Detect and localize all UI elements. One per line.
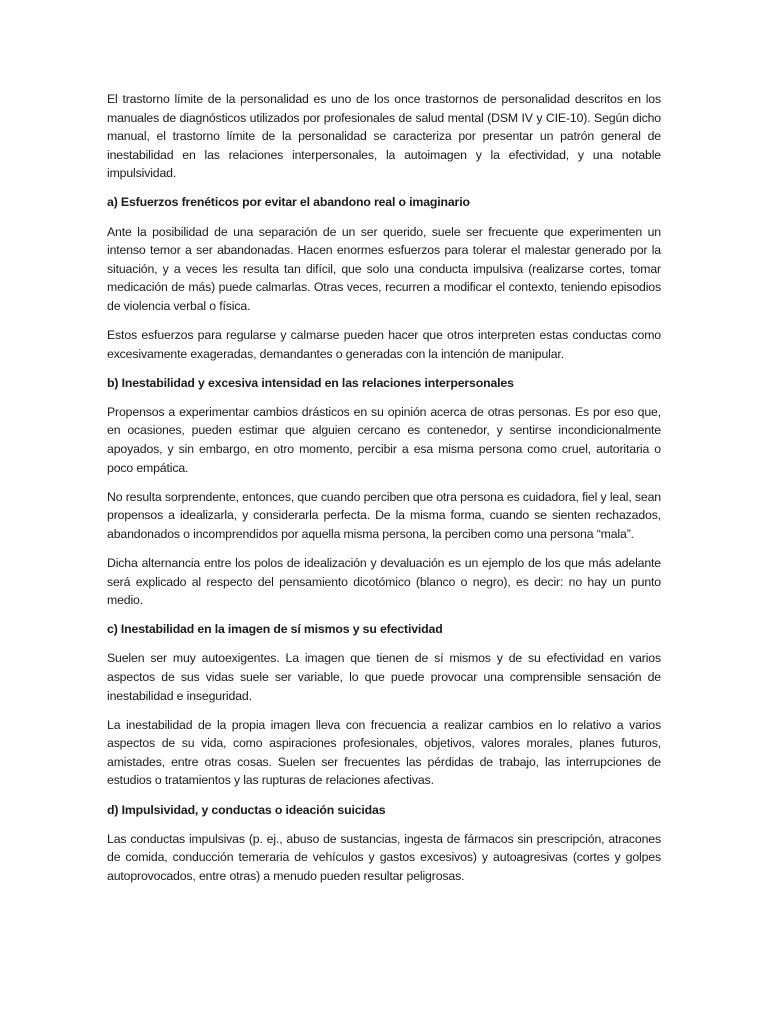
section-b-paragraph-2: No resulta sorprendente, entonces, que cuando perciben que otra persona es cuidadora, fiel y leal, sean propensos a idealizarla, y considerarla perfecta. De la misma forma, cuando se sienten rechazados, abandonados o incomprendidos por aquella misma persona, la perciben como una persona “mala”. bbox=[107, 489, 661, 541]
section-d-paragraph-1: Las conductas impulsivas (p. ej., abuso de sustancias, ingesta de fármacos sin prescripción, atracones de comida, conducción temeraria de vehículos y gastos excesivos) y autoagresivas (cortes y golpes autoprovocados, entre otras) a menudo pueden resultar peligrosas. bbox=[107, 831, 661, 883]
section-b-paragraph-3: Dicha alternancia entre los polos de idealización y devaluación es un ejemplo de los que más adelante será explicado al respecto del pensamiento dicotómico (blanco o negro), es decir: no hay un punto medio. bbox=[107, 555, 661, 608]
section-c-heading: c) Inestabilidad en la imagen de sí mismos y su efectividad bbox=[107, 622, 443, 637]
section-a-paragraph-1: Ante la posibilidad de una separación de un ser querido, suele ser frecuente que experimenten un intenso temor a ser abandonadas. Hacen enormes esfuerzos para tolerar el malestar generado por la situación, y a veces les resulta tan difícil, que solo una conducta impulsiva (realizarse cortes, tomar medicación de más) puede calmarlas. Otras veces, recurren a modificar el contexto, teniendo episodios de violencia verbal o física. bbox=[107, 224, 661, 313]
section-b-heading: b) Inestabilidad y excesiva intensidad en las relaciones interpersonales bbox=[107, 375, 514, 390]
section-c-paragraph-2: La inestabilidad de la propia imagen lleva con frecuencia a realizar cambios en lo relativo a varios aspectos de su vida, como aspiraciones profesionales, objetivos, valores morales, planes futuros, amistades, entre otras cosas. Suelen ser frecuentes las pérdidas de trabajo, las interrupciones de estudios o tratamientos y las rupturas de relaciones afectivas. bbox=[107, 717, 661, 788]
section-b-paragraph-1: Propensos a experimentar cambios drásticos en su opinión acerca de otras personas. Es por eso que, en ocasiones, pueden estimar que alguien cercano es contenedor, y sentirse incondicionalmente apoyados, y sin embargo, en otro momento, percibir a esa misma persona como cruel, autoritaria o poco empática. bbox=[107, 404, 661, 475]
section-d-heading: d) Impulsividad, y conductas o ideación suicidas bbox=[107, 802, 386, 817]
intro-paragraph: El trastorno límite de la personalidad es uno de los once trastornos de personalidad descritos en los manuales de diagnósticos utilizados por profesionales de salud mental (DSM IV y CIE-10). Según dicho manual, el trastorno límite de la personalidad se caracteriza por presentar un patrón general de inestabilidad en las relaciones interpersonales, la autoimagen y la efectividad, y una notable impulsividad. bbox=[107, 92, 661, 181]
section-a-paragraph-2: Estos esfuerzos para regularse y calmarse pueden hacer que otros interpreten estas conductas como excesivamente exageradas, demandantes o generadas con la intención de manipular. bbox=[107, 328, 661, 361]
section-a-heading: a) Esfuerzos frenéticos por evitar el abandono real o imaginario bbox=[107, 195, 470, 210]
document-page bbox=[107, 90, 661, 896]
section-c-paragraph-1: Suelen ser muy autoexigentes. La imagen que tienen de sí mismos y de su efectividad en varios aspectos de sus vidas suele ser variable, lo que puede provocar una comprensible sensación de inestabilidad e inseguridad. bbox=[107, 651, 661, 703]
